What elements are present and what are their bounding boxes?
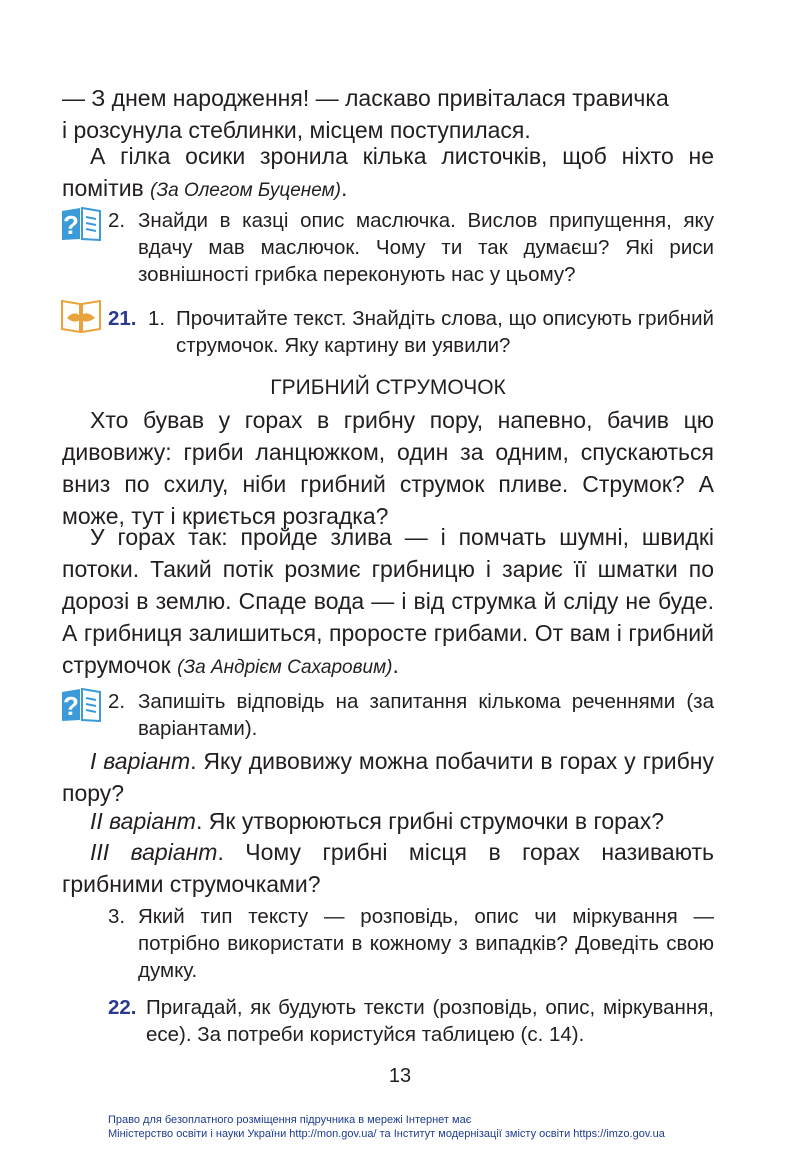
paragraph-greeting-line1: — З днем народження! — ласкаво привіталася травичка: [62, 85, 669, 111]
paragraph-aspen: [62, 140, 714, 207]
footer-line2: Міністерство освіти і науки України http://mon.gov.ua/ та Інститут модернізації змісту освіти https://imzo.gov.ua: [108, 1128, 665, 1140]
variant-question: . Чому грибні місця в горах називають грибними струмочками?: [62, 839, 714, 897]
question-book-icon: [60, 207, 102, 241]
exercise-number: 21.: [108, 307, 137, 330]
paragraph-mountains: Хто бував у горах в грибну пору, напевно, бачив цю дивовижу: гриби ланцюжком, один за одним, спускаються вниз по схилу, ніби грибний струмок пливе. Струмок? А може, тут і криється розгадка?: [62, 407, 714, 529]
text-title: ГРИБНИЙ СТРУМОЧОК: [270, 376, 506, 399]
task-text: Знайди в казці опис маслючка. Вислов припущення, яку вдачу мав маслючок. Чому ти так думаєш? Які риси зовнішності грибка переконують нас у цьому?: [138, 209, 714, 286]
svg-text:?: ?: [63, 210, 79, 240]
variant-label: ІІ варіант: [90, 808, 196, 834]
exercise-22: [108, 994, 714, 1048]
task-maslyuchok: [108, 207, 714, 288]
variant-question: . Як утворюються грибні струмочки в горах?: [195, 808, 665, 834]
variant-label: ІІІ варіант: [90, 839, 218, 865]
task-number: 3.: [108, 905, 126, 928]
task-number: 1.: [148, 307, 166, 330]
question-book-icon: [60, 688, 102, 722]
paragraph-greeting: [62, 82, 714, 146]
source-citation: (За Олегом Буценем): [150, 180, 341, 201]
paragraph-rain-text: У горах так: пройде злива — і помчать шумні, швидкі потоки. Такий потік розмиє грибницю і зариє її шматки по дорозі в землю. Спаде вода — і від струмка й сліду не буде. А грибниця залишиться, проросте грибами. От вам і грибний струмочок: [62, 524, 714, 678]
paragraph-aspen-text: А гілка осики зронила кілька листочків, щоб ніхто не помітив: [62, 143, 714, 201]
paragraph-end: .: [340, 175, 348, 201]
task-text-type: [108, 903, 714, 984]
variant-1: [62, 745, 714, 809]
paragraph-greeting-line2: і розсунула стеблинки, місцем поступилася.: [62, 117, 531, 143]
variant-3: [62, 836, 714, 900]
task-text: Прочитайте текст. Знайдіть слова, що описують грибний струмочок. Яку картину ви уявили?: [176, 307, 714, 357]
paragraph-rain: [62, 521, 714, 684]
task-text: Запишіть відповідь на запитання кількома реченнями (за варіантами).: [138, 690, 714, 740]
task-text: Який тип тексту — розповідь, опис чи міркування — потрібно використати в кожному з випадків? Доведіть свою думку.: [138, 905, 714, 982]
handshake-book-icon: [60, 298, 102, 334]
source-citation: (За Андрієм Сахаровим): [177, 657, 393, 678]
variant-label: І варіант: [90, 748, 191, 774]
footer-line1: Право для безоплатного розміщення підручника в мережі Інтернет має: [108, 1114, 472, 1126]
task-text: Пригадай, як будують тексти (розповідь, опис, міркування, есе). За потреби користуйся таблицею (с. 14).: [146, 996, 714, 1046]
task-write-answer: [108, 688, 714, 742]
footer-copyright: [108, 1113, 665, 1141]
exercise-number: 22.: [108, 996, 137, 1019]
task-number: 2.: [108, 690, 126, 713]
variant-question: . Яку дивовижу можна побачити в горах у грибну пору?: [62, 748, 714, 806]
svg-text:?: ?: [63, 691, 79, 721]
task-number: 2.: [108, 209, 126, 232]
paragraph-end: .: [392, 652, 399, 678]
variant-2: [62, 805, 714, 837]
page-number: 13: [388, 1065, 412, 1087]
exercise-21: [108, 305, 714, 359]
